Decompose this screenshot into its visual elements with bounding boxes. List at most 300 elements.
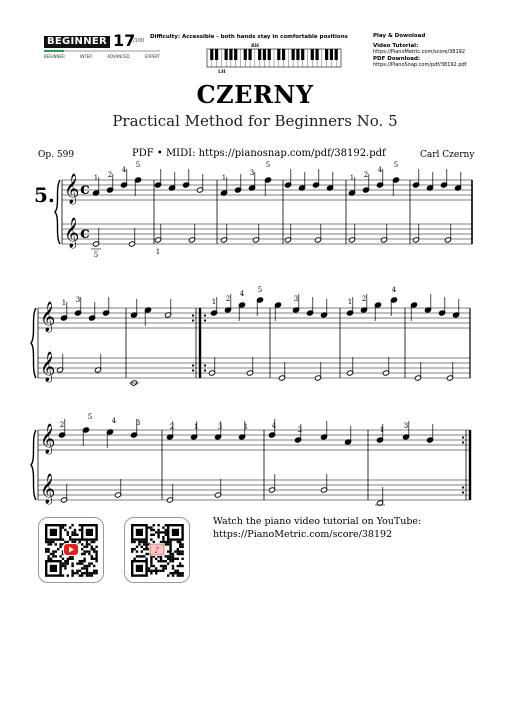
qr-module: [148, 567, 150, 569]
fingering: 3: [75, 296, 81, 304]
qr-module: [153, 570, 155, 572]
fingering: 1: [243, 423, 249, 431]
qr-module: [177, 550, 179, 552]
qr-module: [172, 574, 174, 576]
fingering: 5: [265, 161, 271, 169]
qr-module: [172, 553, 174, 555]
qr-module: [47, 555, 49, 557]
qr-module: [150, 534, 152, 536]
qr-module: [162, 541, 164, 543]
qr-finder: [50, 529, 57, 536]
qr-module: [160, 558, 162, 560]
qr-module: [165, 524, 167, 526]
qr-module: [55, 543, 57, 545]
qr-module: [165, 543, 167, 545]
qr-module: [59, 555, 61, 557]
qr-module: [179, 550, 181, 552]
qr-module: [160, 570, 162, 572]
qr-module: [136, 546, 138, 548]
qr-module: [76, 572, 78, 574]
qr-module: [179, 574, 181, 576]
qr-module: [138, 543, 140, 545]
qr-module: [150, 558, 152, 560]
qr-module: [179, 546, 181, 548]
qr-module: [181, 565, 183, 567]
fingering: 3: [217, 423, 223, 431]
qr-module: [81, 548, 83, 550]
qr-module: [74, 541, 76, 543]
difficulty-text: Difficulty: Accessible - both hands stay in comfortable positions: [150, 34, 348, 40]
qr-module: [95, 550, 97, 552]
fingering: 4: [377, 166, 383, 174]
qr-module: [76, 534, 78, 536]
qr-module: [95, 570, 97, 572]
qr-module: [95, 546, 97, 548]
qr-module: [150, 560, 152, 562]
qr-module: [157, 524, 159, 526]
qr-module: [167, 543, 169, 545]
fingering: 2: [107, 171, 113, 179]
time-signature: c: [80, 179, 90, 198]
qr-module: [64, 565, 66, 567]
pdf-label: PDF Download:: [373, 55, 421, 62]
qr-module: [162, 565, 164, 567]
repeat-dot: [462, 491, 464, 493]
qr-module: [93, 541, 95, 543]
level-label: BEGINNER: [44, 54, 65, 59]
qr-module: [172, 558, 174, 560]
qr-module: [79, 570, 81, 572]
fingering: 1: [221, 174, 227, 182]
qr-module: [71, 574, 73, 576]
qr-module: [169, 558, 171, 560]
fingering: 3: [293, 295, 299, 303]
qr-module: [83, 560, 85, 562]
rh-label: RH: [251, 44, 259, 49]
qr-module: [64, 567, 66, 569]
qr-module: [179, 572, 181, 574]
qr-module: [91, 548, 93, 550]
composer-name: Carl Czerny: [420, 150, 475, 160]
qr-module: [79, 524, 81, 526]
qr-code-youtube[interactable]: [38, 517, 104, 583]
qr-module: [93, 565, 95, 567]
qr-module: [162, 536, 164, 538]
level-badge: BEGINNER: [44, 36, 110, 48]
qr-module: [69, 558, 71, 560]
fingering: 5: [87, 413, 93, 421]
pdf-link[interactable]: https://PianoSnap.com/pdf/38192.pdf: [373, 62, 467, 68]
qr-module: [64, 524, 66, 526]
qr-module: [174, 558, 176, 560]
qr-module: [79, 560, 81, 562]
qr-module: [71, 531, 73, 533]
qr-module: [57, 548, 59, 550]
qr-module: [162, 526, 164, 528]
qr-module: [177, 570, 179, 572]
fingering: 5: [93, 251, 99, 259]
qr-module: [145, 558, 147, 560]
fingering: 5: [257, 286, 263, 294]
video-link[interactable]: https://PianoMetric.com/score/38192: [373, 49, 466, 55]
treble-clef: 𝄞: [40, 302, 56, 332]
qr-module: [86, 550, 88, 552]
treble-clef: 𝄞: [40, 424, 56, 454]
qr-module: [59, 546, 61, 548]
fingering: 1: [155, 248, 161, 256]
qr-module: [150, 529, 152, 531]
qr-module: [64, 541, 66, 543]
qr-module: [71, 524, 73, 526]
qr-module: [141, 541, 143, 543]
qr-module: [74, 538, 76, 540]
qr-module: [179, 553, 181, 555]
qr-module: [91, 546, 93, 548]
qr-module: [91, 555, 93, 557]
qr-module: [83, 553, 85, 555]
qr-module: [88, 574, 90, 576]
qr-module: [88, 550, 90, 552]
qr-module: [160, 560, 162, 562]
qr-module: [79, 529, 81, 531]
qr-module: [165, 541, 167, 543]
qr-module: [138, 555, 140, 557]
qr-module: [167, 550, 169, 552]
qr-module: [88, 543, 90, 545]
qr-finder: [86, 529, 93, 536]
qr-module: [95, 553, 97, 555]
fingering: 3: [135, 419, 141, 427]
qr-module: [50, 541, 52, 543]
fingering: 1: [347, 298, 353, 306]
qr-module: [50, 553, 52, 555]
qr-module: [153, 529, 155, 531]
qr-module: [165, 555, 167, 557]
qr-module: [145, 546, 147, 548]
qr-module: [169, 560, 171, 562]
qr-module: [179, 565, 181, 567]
fingering: 3: [403, 422, 409, 430]
qr-module: [86, 572, 88, 574]
repeat-dot: [204, 364, 206, 366]
qr-module: [81, 574, 83, 576]
qr-module: [79, 574, 81, 576]
qr-module: [71, 572, 73, 574]
qr-module: [136, 555, 138, 557]
qr-module: [138, 541, 140, 543]
qr-module: [167, 541, 169, 543]
fingering: 2: [363, 171, 369, 179]
repeat-dot: [204, 369, 206, 371]
qr-module: [150, 572, 152, 574]
qr-module: [181, 546, 183, 548]
qr-module: [81, 543, 83, 545]
qr-module: [177, 548, 179, 550]
qr-module: [169, 553, 171, 555]
fingering: 2: [225, 295, 231, 303]
qr-module: [131, 541, 133, 543]
qr-module: [71, 565, 73, 567]
qr-module: [62, 526, 64, 528]
qr-finder: [136, 565, 143, 572]
qr-module: [165, 534, 167, 536]
treble-clef: 𝄞: [64, 174, 80, 204]
qr-module: [50, 558, 52, 560]
qr-module: [157, 531, 159, 533]
qr-module: [181, 558, 183, 560]
qr-module: [153, 541, 155, 543]
qr-module: [71, 570, 73, 572]
qr-module: [95, 572, 97, 574]
qr-module: [141, 550, 143, 552]
fingering: 5: [393, 161, 399, 169]
qr-module: [83, 558, 85, 560]
qr-module: [86, 546, 88, 548]
qr-module: [174, 550, 176, 552]
music-note-glyph: ♪: [154, 546, 160, 556]
qr-module: [157, 570, 159, 572]
repeat-dot: [462, 436, 464, 438]
qr-module: [93, 570, 95, 572]
qr-module: [83, 572, 85, 574]
level-label: ADVANCED: [107, 54, 130, 59]
qr-module: [165, 567, 167, 569]
qr-module: [45, 541, 47, 543]
qr-module: [169, 548, 171, 550]
qr-module: [93, 572, 95, 574]
qr-module: [71, 558, 73, 560]
fingering: 1: [379, 426, 385, 434]
qr-module: [145, 548, 147, 550]
qr-module: [69, 536, 71, 538]
qr-module: [88, 553, 90, 555]
qr-module: [133, 548, 135, 550]
fingering: 1: [193, 423, 199, 431]
qr-module: [143, 543, 145, 545]
opus-number: Op. 599: [38, 150, 75, 160]
qr-pattern: [39, 518, 103, 582]
qr-module: [62, 574, 64, 576]
qr-module: [88, 565, 90, 567]
qr-module: [86, 574, 88, 576]
qr-module: [88, 572, 90, 574]
qr-module: [71, 541, 73, 543]
qr-module: [67, 560, 69, 562]
qr-module: [71, 538, 73, 540]
qr-module: [179, 543, 181, 545]
youtube-link[interactable]: https://PianoMetric.com/score/38192: [213, 529, 393, 540]
qr-module: [86, 567, 88, 569]
fingering: 4: [111, 417, 117, 425]
time-signature: c: [80, 223, 90, 242]
qr-module: [76, 562, 78, 564]
repeat-dot: [204, 314, 206, 316]
qr-module: [83, 565, 85, 567]
brace: [31, 308, 36, 378]
fingering: 4: [239, 290, 245, 298]
qr-module: [145, 543, 147, 545]
qr-module: [74, 529, 76, 531]
repeat-dot: [204, 319, 206, 321]
qr-module: [93, 550, 95, 552]
level-max: /100: [133, 38, 145, 44]
repeat-dot: [192, 369, 194, 371]
qr-module: [64, 560, 66, 562]
qr-module: [76, 538, 78, 540]
qr-module: [145, 541, 147, 543]
qr-module: [45, 548, 47, 550]
qr-module: [47, 543, 49, 545]
qr-module: [45, 550, 47, 552]
qr-module: [143, 548, 145, 550]
qr-module: [145, 553, 147, 555]
treble-clef: 𝄞: [64, 218, 80, 248]
qr-module: [67, 531, 69, 533]
qr-module: [86, 541, 88, 543]
qr-module: [79, 538, 81, 540]
qr-module: [162, 567, 164, 569]
qr-finder: [50, 565, 57, 572]
qr-module: [155, 567, 157, 569]
qr-module: [172, 555, 174, 557]
qr-module: [88, 562, 90, 564]
qr-module: [160, 541, 162, 543]
piece-number: 5.: [34, 183, 55, 207]
qr-module: [79, 562, 81, 564]
qr-module: [64, 562, 66, 564]
qr-module: [52, 541, 54, 543]
qr-module: [177, 565, 179, 567]
qr-module: [74, 572, 76, 574]
qr-module: [81, 560, 83, 562]
qr-module: [64, 529, 66, 531]
qr-module: [172, 567, 174, 569]
qr-module: [81, 562, 83, 564]
fingering: 2: [169, 423, 175, 431]
youtube-info: [213, 515, 421, 541]
qr-module: [93, 558, 95, 560]
qr-module: [162, 538, 164, 540]
pdf-midi-link[interactable]: PDF • MIDI: https://pianosnap.com/pdf/38192.pdf: [132, 148, 386, 159]
qr-module: [150, 570, 152, 572]
qr-module: [167, 574, 169, 576]
qr-module: [79, 541, 81, 543]
qr-module: [69, 526, 71, 528]
qr-module: [148, 526, 150, 528]
qr-module: [83, 546, 85, 548]
qr-module: [150, 565, 152, 567]
qr-module: [86, 565, 88, 567]
level-number: 17: [113, 31, 136, 50]
qr-module: [67, 558, 69, 560]
qr-module: [169, 543, 171, 545]
fingering: 2: [361, 295, 367, 303]
qr-module: [167, 558, 169, 560]
qr-module: [165, 560, 167, 562]
qr-module: [69, 538, 71, 540]
qr-module: [162, 570, 164, 572]
qr-code-pdf[interactable]: [124, 517, 190, 583]
fingering: 5: [135, 161, 141, 169]
qr-module: [47, 550, 49, 552]
qr-module: [172, 560, 174, 562]
qr-module: [91, 574, 93, 576]
qr-module: [155, 572, 157, 574]
qr-module: [55, 550, 57, 552]
qr-module: [131, 550, 133, 552]
repeat-dot: [192, 364, 194, 366]
qr-module: [179, 541, 181, 543]
qr-module: [47, 541, 49, 543]
qr-pattern: [125, 518, 189, 582]
qr-module: [74, 534, 76, 536]
youtube-text: Watch the piano video tutorial on YouTube:: [213, 516, 422, 527]
qr-module: [95, 560, 97, 562]
qr-module: [136, 550, 138, 552]
fingering: 1: [211, 298, 217, 306]
qr-module: [91, 558, 93, 560]
fingering: 1: [93, 174, 99, 182]
level-label: INTER: [80, 54, 92, 59]
qr-module: [177, 558, 179, 560]
qr-module: [55, 555, 57, 557]
qr-module: [67, 574, 69, 576]
qr-module: [167, 555, 169, 557]
qr-module: [148, 570, 150, 572]
qr-module: [47, 548, 49, 550]
qr-module: [155, 570, 157, 572]
brace: [31, 430, 36, 500]
fingering: 1: [349, 174, 355, 182]
qr-module: [93, 548, 95, 550]
qr-module: [62, 558, 64, 560]
qr-module: [172, 565, 174, 567]
treble-clef: 𝄞: [40, 474, 56, 504]
qr-module: [81, 572, 83, 574]
qr-module: [169, 541, 171, 543]
page-title: CZERNY: [196, 80, 314, 109]
qr-module: [172, 572, 174, 574]
qr-module: [169, 546, 171, 548]
level-label: EXPERT: [144, 54, 160, 59]
page-subtitle: Practical Method for Beginners No. 5: [112, 112, 398, 130]
qr-module: [86, 543, 88, 545]
qr-module: [141, 555, 143, 557]
qr-module: [181, 553, 183, 555]
qr-module: [71, 562, 73, 564]
qr-module: [157, 560, 159, 562]
brace: [55, 180, 60, 244]
qr-module: [62, 565, 64, 567]
qr-module: [165, 529, 167, 531]
qr-module: [162, 531, 164, 533]
qr-module: [153, 534, 155, 536]
qr-module: [174, 570, 176, 572]
qr-module: [67, 534, 69, 536]
qr-module: [177, 574, 179, 576]
repeat-dot: [192, 319, 194, 321]
qr-module: [157, 536, 159, 538]
qr-module: [95, 555, 97, 557]
qr-module: [165, 565, 167, 567]
qr-module: [153, 524, 155, 526]
qr-module: [155, 558, 157, 560]
qr-module: [133, 541, 135, 543]
qr-module: [52, 550, 54, 552]
fingering: 1: [61, 299, 67, 307]
qr-module: [150, 526, 152, 528]
qr-module: [150, 562, 152, 564]
